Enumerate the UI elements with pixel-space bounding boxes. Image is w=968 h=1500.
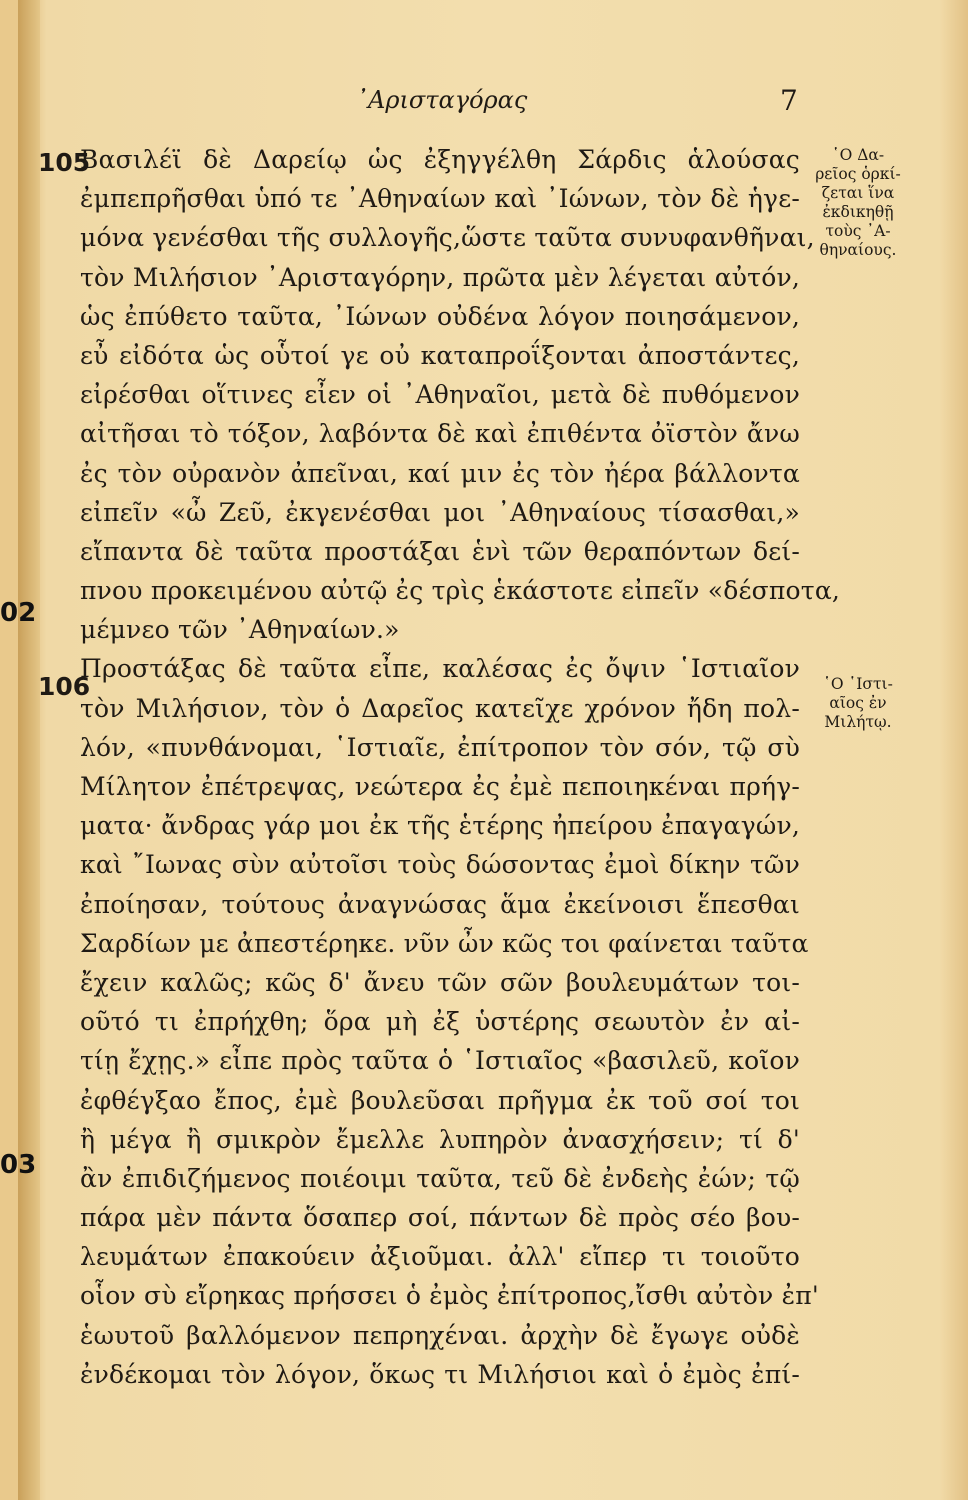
margin-note-line: Μιλήτῳ. — [824, 713, 892, 731]
margin-note-line: ζεται ἵνα — [821, 184, 895, 202]
left-margin-mark: 03 — [0, 1150, 37, 1180]
text-line: ἐς τὸν οὐρανὸν ἀπεῖναι, καί μιν ἐς τὸν ἠέρα βάλλοντα — [80, 458, 800, 488]
main-text-block — [80, 140, 841, 1394]
text-line: ματα· ἄνδρας γάρ μοι ἐκ τῆς ἑτέρης ἠπείρου ἐπαγαγών, — [80, 811, 800, 841]
text-line: ἑωυτοῦ βαλλόμενον πεπρηχέναι. ἀρχὴν δὲ ἔγωγε οὐδὲ — [80, 1320, 800, 1350]
chapter-number: 105 — [38, 148, 91, 177]
text-line: εἴπαντα δὲ ταῦτα προστάξαι ἑνὶ τῶν θεραπόντων δεί- — [80, 536, 800, 566]
text-line: ἂν ἐπιδιζήμενος ποιέοιμι ταῦτα, τεῦ δὲ ἐνδεὴς ἐών; τῷ — [80, 1163, 800, 1193]
text-line: οἷον σὺ εἴρηκας πρήσσει ὁ ἐμὸς ἐπίτροπος,ἴσθι αὐτὸν ἐπ' — [80, 1281, 819, 1311]
text-line: ἐφθέγξαο ἔπος, ἐμὲ βουλεῦσαι πρῆγμα ἐκ τοῦ σοί τοι — [80, 1085, 800, 1115]
margin-note-line: ρεῖος ὁρκί- — [815, 165, 901, 183]
text-line: Προστάξας δὲ ταῦτα εἶπε, καλέσας ἐς ὄψιν ῾Ιστιαῖον — [80, 654, 800, 684]
text-line: εἰρέσθαι οἵτινες εἶεν οἱ ᾿Αθηναῖοι, μετὰ δὲ πυθόμενον — [80, 380, 800, 410]
text-line: πάρα μὲν πάντα ὅσαπερ σοί, πάντων δὲ πρὸς σέο βου- — [80, 1203, 800, 1233]
text-line: λόν, «πυνθάνομαι, ῾Ιστιαῖε, ἐπίτροπον τὸν σόν, τῷ σὺ — [80, 732, 800, 762]
text-line: ἐμπεπρῆσθαι ὑπό τε ᾿Αθηναίων καὶ ᾿Ιώνων, τὸν δὲ ἡγε- — [80, 184, 800, 214]
text-line: εἰπεῖν «ὦ Ζεῦ, ἐκγενέσθαι μοι ᾿Αθηναίους τίσασθαι,» — [80, 497, 800, 527]
adjacent-page-edge — [18, 0, 40, 1500]
text-line: ἔχειν καλῶς; κῶς δ' ἄνευ τῶν σῶν βουλευμάτων τοι- — [80, 967, 800, 997]
text-line: πνου προκειμένου αὐτῷ ἐς τρὶς ἑκάστοτε εἰπεῖν «δέσποτα, — [80, 576, 841, 606]
text-line: ὡς ἐπύθετο ταῦτα, ᾿Ιώνων οὐδένα λόγον ποιησάμενον, — [80, 301, 800, 331]
margin-note — [808, 675, 908, 732]
margin-note-line: ῾Ο Δα- — [831, 146, 885, 164]
running-title: ᾿Αρισταγόρας — [356, 86, 528, 114]
text-line: εὖ εἰδότα ὡς οὗτοί γε οὐ καταπροΐξονται ἀποστάντες, — [80, 340, 800, 370]
margin-note-line: θηναίους. — [819, 241, 897, 259]
text-line: αἰτῆσαι τὸ τόξον, λαβόντα δὲ καὶ ἐπιθέντα ὀϊστὸν ἄνω — [80, 419, 800, 449]
page-number: 7 — [780, 84, 798, 117]
text-line: Μίλητον ἐπέτρεψας, νεώτερα ἐς ἐμὲ πεποιηκέναι πρήγ- — [80, 772, 800, 801]
margin-note — [808, 146, 908, 260]
margin-note-line: ῾Ο ῾Ιστι- — [823, 675, 893, 693]
text-line: ἐποίησαν, τούτους ἀναγνώσας ἅμα ἐκείνοισι ἕπεσθαι — [80, 889, 800, 919]
text-line: μέμνεο τῶν ᾿Αθηναίων.» — [80, 615, 400, 645]
text-line: καὶ ῎Ιωνας σὺν αὐτοῖσι τοὺς δώσοντας ἐμοὶ δίκην τῶν — [80, 850, 800, 880]
margin-note-line: ἐκδικηθῇ — [822, 203, 894, 221]
text-line: τίῃ ἔχῃς.» εἶπε πρὸς ταῦτα ὁ ῾Ιστιαῖος «βασιλεῦ, κοῖον — [80, 1046, 800, 1076]
text-line: ἢ μέγα ἢ σμικρὸν ἔμελλε λυπηρὸν ἀνασχήσειν; τί δ' — [80, 1124, 800, 1154]
text-line: ἐνδέκομαι τὸν λόγον, ὅκως τι Μιλήσιοι καὶ ὁ ἐμὸς ἐπί- — [80, 1359, 800, 1389]
text-line: τὸν Μιλήσιον, τὸν ὁ Δαρεῖος κατεῖχε χρόνον ἤδη πολ- — [80, 693, 800, 723]
left-margin-mark: 02 — [0, 598, 37, 628]
text-line: Βασιλέϊ δὲ Δαρείῳ ὡς ἐξηγγέλθη Σάρδις ἁλούσας — [80, 145, 800, 174]
margin-note-line: τοὺς ᾿Α- — [825, 222, 891, 240]
text-line: οῦτό τι ἐπρήχθη; ὅρα μὴ ἐξ ὑστέρης σεωυτὸν ἐν αἰ- — [80, 1007, 800, 1037]
margin-note-line: αῖος ἐν — [829, 694, 887, 712]
chapter-number: 106 — [38, 672, 91, 701]
text-line: Σαρδίων με ἀπεστέρηκε. νῦν ὦν κῶς τοι φαίνεται ταῦτα — [80, 928, 809, 958]
text-line: τὸν Μιλήσιον ᾿Αρισταγόρην, πρῶτα μὲν λέγεται αὐτόν, — [80, 262, 800, 292]
page-header — [0, 86, 968, 126]
text-line: λευμάτων ἐπακούειν ἀξιοῦμαι. ἀλλ' εἴπερ τι τοιοῦτο — [80, 1242, 800, 1272]
text-line: μόνα γενέσθαι τῆς συλλογῆς,ὥστε ταῦτα συνυφανθῆναι, — [80, 223, 815, 253]
